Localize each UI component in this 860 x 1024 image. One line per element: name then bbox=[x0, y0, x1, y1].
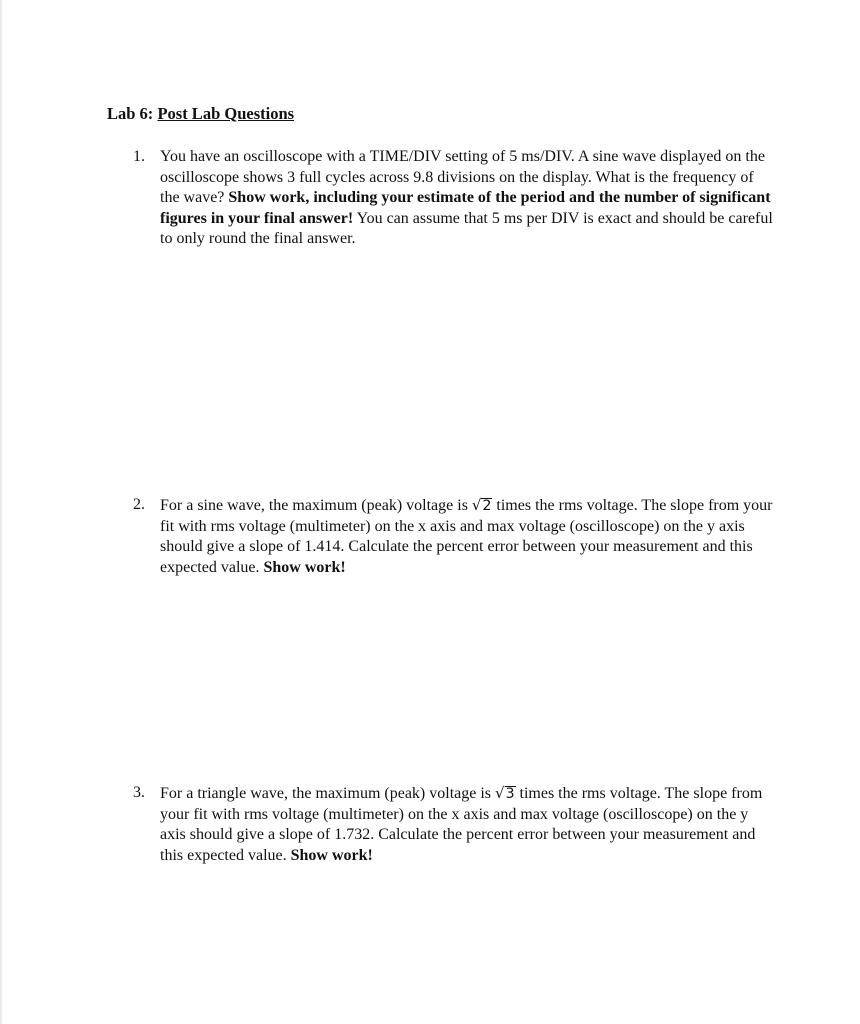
question-number: 1. bbox=[133, 148, 145, 165]
question-text bbox=[160, 783, 773, 866]
question-text bbox=[160, 495, 773, 578]
question-3 bbox=[133, 783, 773, 866]
radicand: 2 bbox=[482, 498, 492, 514]
question-emphasis: Show work! bbox=[263, 558, 346, 576]
question-number: 3. bbox=[133, 784, 145, 801]
radical-sign-icon: √ bbox=[471, 496, 482, 514]
question-emphasis: Show work, including your estimate of the period and the number of significant figures in your final answer! bbox=[160, 189, 771, 227]
lab-heading bbox=[107, 104, 807, 124]
radicand: 3 bbox=[505, 786, 515, 802]
question-text-part: times the rms voltage. The slope from your fit with rms voltage (multimeter) on the x axis and max voltage (oscilloscope) on the y axis should give a slope of 1.414. Calculate the percent error between your measurement and this expected value. bbox=[160, 497, 773, 576]
page-edge bbox=[0, 0, 3, 1024]
radical-sign-icon: √ bbox=[495, 784, 505, 802]
question-text bbox=[160, 147, 773, 250]
question-text-part: For a sine wave, the maximum (peak) voltage is bbox=[160, 497, 472, 514]
heading-prefix: Lab 6: bbox=[107, 104, 158, 123]
question-text-part: For a triangle wave, the maximum (peak) voltage is bbox=[160, 785, 496, 802]
square-root-symbol bbox=[472, 495, 492, 517]
document bbox=[107, 104, 807, 864]
square-root-symbol bbox=[495, 783, 515, 805]
question-2 bbox=[133, 495, 773, 578]
heading-title: Post Lab Questions bbox=[157, 104, 295, 123]
question-1 bbox=[133, 147, 773, 250]
question-number: 2. bbox=[133, 496, 145, 513]
question-text-part: times the rms voltage. The slope from your fit with rms voltage (multimeter) on the x axis and max voltage (oscilloscope) on the y axis should give a slope of 1.732. Calculate the percent error between your measurement and this expected value. bbox=[160, 785, 763, 864]
question-text-part: You can assume that 5 ms per DIV is exact and should be careful to only round the final answer. bbox=[160, 209, 773, 247]
question-emphasis: Show work! bbox=[290, 846, 373, 864]
question-text-part: You have an oscilloscope with a TIME/DIV setting of 5 ms/DIV. A sine wave displayed on the oscilloscope shows 3 full cycles across 9.8 divisions on the display. What is the frequency of the wave? bbox=[160, 148, 765, 206]
